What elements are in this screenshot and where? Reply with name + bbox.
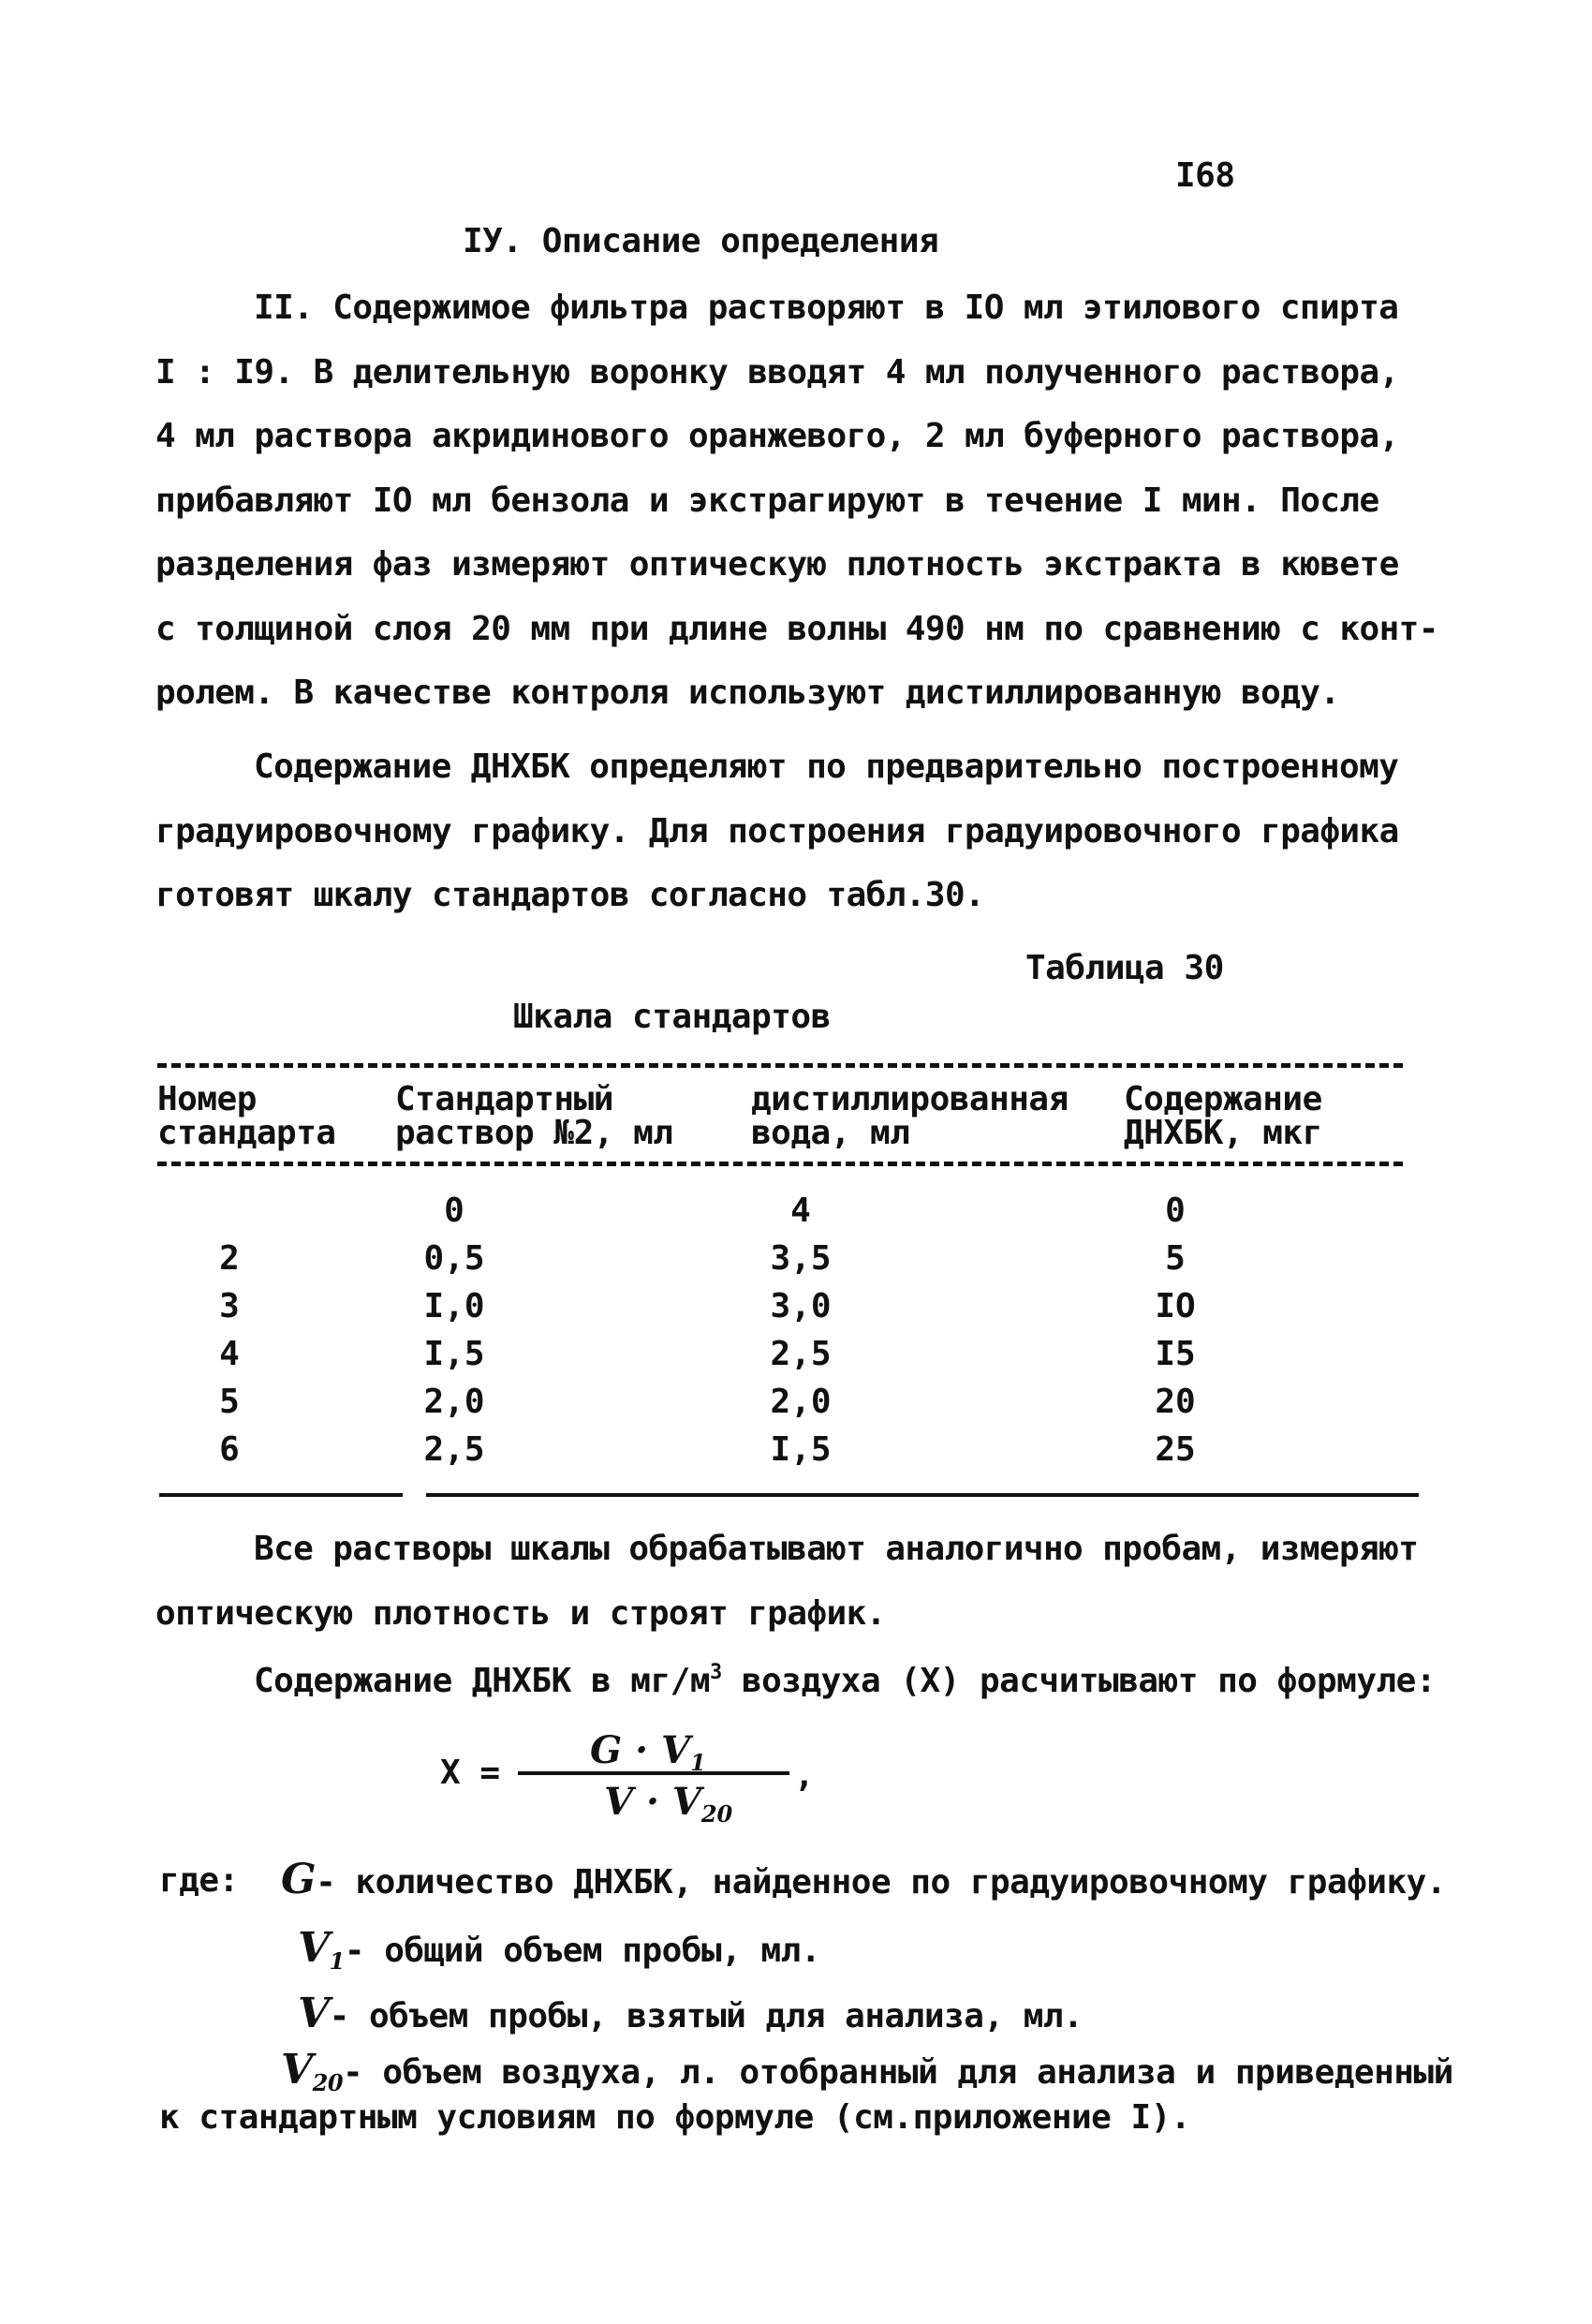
definition-text: - объем воздуха, л. отобранный для анализа и приведенный	[343, 2053, 1453, 2092]
paragraph-2-line: градуировочному графику. Для построения градуировочного графика	[155, 811, 1399, 851]
definition-v	[298, 1990, 1083, 2037]
table-bottom-rule-left	[159, 1493, 403, 1497]
paragraph-1-line: с толщиной слоя 20 мм при длине волны 490 нм по сравнению с конт-	[155, 609, 1438, 648]
paragraph-3-line: Все растворы шкалы обрабатывают аналогично пробам, измеряют	[254, 1530, 1419, 1568]
table-cell: I,5	[423, 1335, 485, 1373]
definition-text: - количество ДНХБК, найденное по градуировочному графику.	[316, 1863, 1446, 1902]
header-text: Номер	[157, 1080, 257, 1118]
table-cell: I5	[1155, 1335, 1196, 1373]
cubic-superscript: 3	[710, 1661, 722, 1684]
header-text: раствор №2, мл	[395, 1114, 673, 1152]
symbol-subscript: 20	[312, 2069, 344, 2096]
table-cell: 4	[790, 1192, 811, 1230]
paragraph-1-line: I : I9. В делительную воронку вводят 4 мл полученного раствора,	[155, 352, 1399, 392]
paragraph-3-line: оптическую плотность и строят график.	[155, 1593, 886, 1633]
table-label: Таблица 30	[1025, 949, 1224, 987]
header-text: ДНХБК, мкг	[1124, 1114, 1322, 1152]
paragraph-1-line: 4 мл раствора акридинового оранжевого, 2 мл буферного раствора,	[155, 417, 1399, 455]
paragraph-2-line: готовят шкалу стандартов согласно табл.30.	[155, 876, 985, 914]
denominator-subscript: 20	[700, 1800, 733, 1828]
table-cell: 2,0	[770, 1383, 832, 1421]
formula-intro-text: Содержание ДНХБК в мг/м	[254, 1662, 710, 1700]
formula-intro-end: воздуха (Х) расчитывают по формуле:	[721, 1662, 1437, 1700]
section-title: IУ. Описание определения	[463, 222, 939, 260]
table-cell: 0,5	[423, 1239, 485, 1278]
header-text: стандарта	[157, 1114, 336, 1152]
table-row	[155, 1282, 1353, 1330]
formula-intro	[254, 1663, 1436, 1698]
table-header-number	[157, 1080, 336, 1152]
symbol-subscript: 1	[329, 1947, 345, 1975]
paragraph-2-line: Содержание ДНХБК определяют по предварительно построенному	[254, 748, 1399, 786]
symbol-v: V	[298, 1990, 330, 2037]
header-text: вода, мл	[751, 1114, 910, 1152]
definition-v1	[298, 1924, 821, 1975]
formula-comma: ,	[794, 1756, 815, 1795]
table-cell: 2	[219, 1239, 240, 1278]
table-bottom-rule-right	[426, 1493, 1419, 1497]
where-label: где:	[159, 1861, 239, 1900]
page-number: I68	[1175, 156, 1235, 195]
definition-v20	[281, 2046, 1453, 2096]
formula-lhs: Х =	[440, 1754, 500, 1792]
formula-numerator	[590, 1728, 706, 1776]
definition-g	[281, 1856, 1446, 1903]
paragraph-1-line: ролем. В качестве контроля используют дистиллированную воду.	[155, 674, 1340, 712]
table-cell: 3	[219, 1287, 240, 1325]
paragraph-1	[155, 276, 1448, 726]
table-header-distilled-water	[751, 1080, 1069, 1152]
table-cell: IO	[1155, 1287, 1196, 1325]
table-cell: I,5	[770, 1430, 832, 1469]
table-cell: 6	[219, 1430, 240, 1469]
denominator-text: V · V	[604, 1780, 701, 1824]
table-row	[155, 1378, 1353, 1426]
table-title: Шкала стандартов	[513, 998, 831, 1036]
table-cell: 4	[219, 1335, 240, 1373]
formula-denominator	[604, 1780, 732, 1828]
paragraph-1-line: прибавляют IO мл бензола и экстрагируют в течение I мин. После	[155, 481, 1379, 520]
table-cell: 2,0	[423, 1383, 485, 1421]
symbol-v: V	[281, 2046, 313, 2094]
table-cell	[155, 1187, 304, 1235]
fraction-bar	[518, 1771, 789, 1775]
table-cell: 0	[1165, 1192, 1186, 1230]
table-cell: 2,5	[423, 1430, 485, 1469]
table-cell: 25	[1155, 1430, 1196, 1469]
table-header-rule	[157, 1162, 1403, 1166]
numerator-subscript: 1	[689, 1749, 706, 1776]
header-text: Стандартный	[395, 1080, 613, 1118]
table-cell: 5	[219, 1383, 240, 1421]
definition-text: - общий объем пробы, мл.	[344, 1932, 821, 1970]
definition-text: - объем пробы, взятый для анализа, мл.	[329, 1997, 1083, 2035]
table-cell: 3,0	[770, 1287, 832, 1325]
table-cell: 0	[444, 1192, 464, 1230]
symbol-v: V	[298, 1924, 330, 1972]
table-top-rule	[157, 1063, 1403, 1068]
header-text: Содержание	[1124, 1080, 1322, 1118]
paragraph-1-line: разделения фаз измеряют оптическую плотность экстракта в кювете	[155, 545, 1399, 584]
table-cell: 3,5	[770, 1239, 832, 1278]
paragraph-3	[155, 1517, 1448, 1646]
paragraph-2	[155, 735, 1448, 928]
header-text: дистиллированная	[751, 1080, 1069, 1118]
table-header-content	[1124, 1080, 1322, 1152]
table-cell: 5	[1165, 1239, 1186, 1278]
definition-continuation: к стандартным условиям по формуле (см.приложение I).	[159, 2098, 1191, 2137]
table-row	[155, 1187, 1353, 1235]
standards-table	[155, 1187, 1353, 1473]
table-header-standard-solution	[395, 1080, 673, 1152]
table-cell: 2,5	[770, 1335, 832, 1373]
symbol-g: G	[281, 1856, 317, 1903]
table-cell: 20	[1155, 1383, 1196, 1421]
paragraph-1-line: II. Содержимое фильтра растворяют в IO мл этилового спирта	[254, 289, 1399, 327]
table-row	[155, 1426, 1353, 1473]
table-row	[155, 1235, 1353, 1282]
table-cell: I,0	[423, 1287, 485, 1325]
numerator-text: G · V	[590, 1728, 690, 1772]
table-row	[155, 1330, 1353, 1378]
